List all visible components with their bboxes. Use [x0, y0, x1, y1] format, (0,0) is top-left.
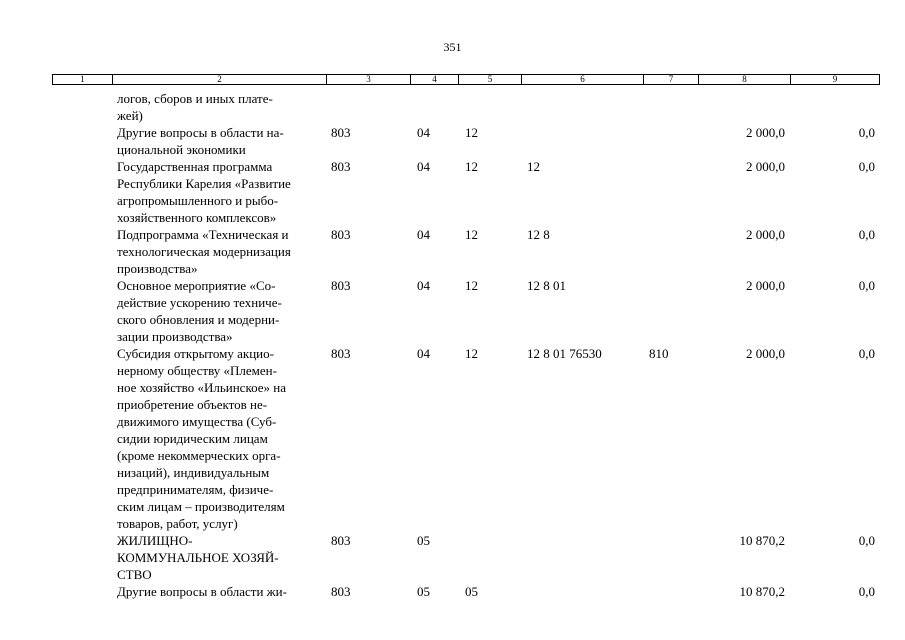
row-col-8: 2 000,0	[746, 278, 785, 293]
row-col-9: 0,0	[858, 346, 875, 361]
table-row	[0, 583, 905, 600]
row-col-4: 05	[417, 584, 430, 599]
table-row	[0, 124, 905, 158]
row-col-3: 803	[331, 278, 351, 293]
header-col-6: 6	[521, 75, 643, 84]
header-col-9: 9	[790, 75, 879, 84]
row-col-8: 2 000,0	[746, 227, 785, 242]
row-col-4: 04	[417, 227, 430, 242]
row-col-9: 0,0	[858, 278, 875, 293]
row-col-7: 810	[649, 346, 669, 361]
row-col-6: 12 8 01 76530	[527, 346, 602, 361]
row-col-4: 04	[417, 159, 430, 174]
table-row	[0, 345, 905, 532]
row-col-3: 803	[331, 227, 351, 242]
row-col-8: 10 870,2	[739, 584, 785, 599]
row-name: Другие вопросы в области на- циональной экономики	[117, 125, 284, 157]
row-col-3: 803	[331, 584, 351, 599]
table-row	[0, 532, 905, 583]
row-col-3: 803	[331, 346, 351, 361]
row-col-4: 04	[417, 346, 430, 361]
row-name: ЖИЛИЩНО- КОММУНАЛЬНОЕ ХОЗЯЙ- СТВО	[117, 533, 279, 582]
row-col-3: 803	[331, 533, 351, 548]
row-col-5: 12	[465, 227, 478, 242]
row-col-4: 05	[417, 533, 430, 548]
header-col-3: 3	[326, 75, 410, 84]
row-col-5: 12	[465, 278, 478, 293]
row-col-9: 0,0	[858, 227, 875, 242]
table-row	[0, 277, 905, 345]
row-col-3: 803	[331, 125, 351, 140]
row-col-8: 2 000,0	[746, 346, 785, 361]
row-name: Подпрограмма «Техническая и технологическая модернизация производства»	[117, 227, 291, 276]
row-col-8: 2 000,0	[746, 159, 785, 174]
table-row	[0, 158, 905, 226]
page-number: 351	[443, 40, 462, 54]
table-header	[52, 74, 880, 85]
table-row	[0, 226, 905, 277]
row-col-8: 10 870,2	[739, 533, 785, 548]
row-col-9: 0,0	[858, 125, 875, 140]
row-col-5: 12	[465, 159, 478, 174]
row-col-6: 12	[527, 159, 540, 174]
header-col-7: 7	[643, 75, 698, 84]
row-name: Основное мероприятие «Со- действие ускорению техниче- ского обновления и модерни- зации производства»	[117, 278, 282, 344]
row-col-8: 2 000,0	[746, 125, 785, 140]
header-col-2: 2	[112, 75, 326, 84]
table-row	[0, 90, 905, 124]
row-col-5: 12	[465, 125, 478, 140]
row-name: Государственная программа Республики Карелия «Развитие агропромышленного и рыбо- хозяйственного комплексов»	[117, 159, 291, 225]
header-col-8: 8	[698, 75, 790, 84]
row-col-4: 04	[417, 278, 430, 293]
row-col-4: 04	[417, 125, 430, 140]
row-col-9: 0,0	[858, 159, 875, 174]
row-col-6: 12 8	[527, 227, 550, 242]
row-col-5: 05	[465, 584, 478, 599]
row-name: Субсидия открытому акцио- нерному обществу «Племен- ное хозяйство «Ильинское» на приобретение объектов не- движимого имущества (Суб- сидии юридическим лицам (кроме некоммерческих орга- низаций), индивидуальным предпринимателям, физиче- ским лицам – производителям товаров, работ, услуг)	[117, 346, 287, 531]
header-col-1: 1	[80, 74, 85, 84]
table-body	[0, 90, 905, 600]
row-col-9: 0,0	[858, 533, 875, 548]
header-col-4: 4	[410, 75, 458, 84]
row-name: логов, сборов и иных плате- жей)	[117, 91, 273, 123]
row-col-5: 12	[465, 346, 478, 361]
header-col-5: 5	[458, 75, 521, 84]
row-col-9: 0,0	[858, 584, 875, 599]
row-name: Другие вопросы в области жи-	[117, 584, 287, 599]
row-col-6: 12 8 01	[527, 278, 566, 293]
row-col-3: 803	[331, 159, 351, 174]
